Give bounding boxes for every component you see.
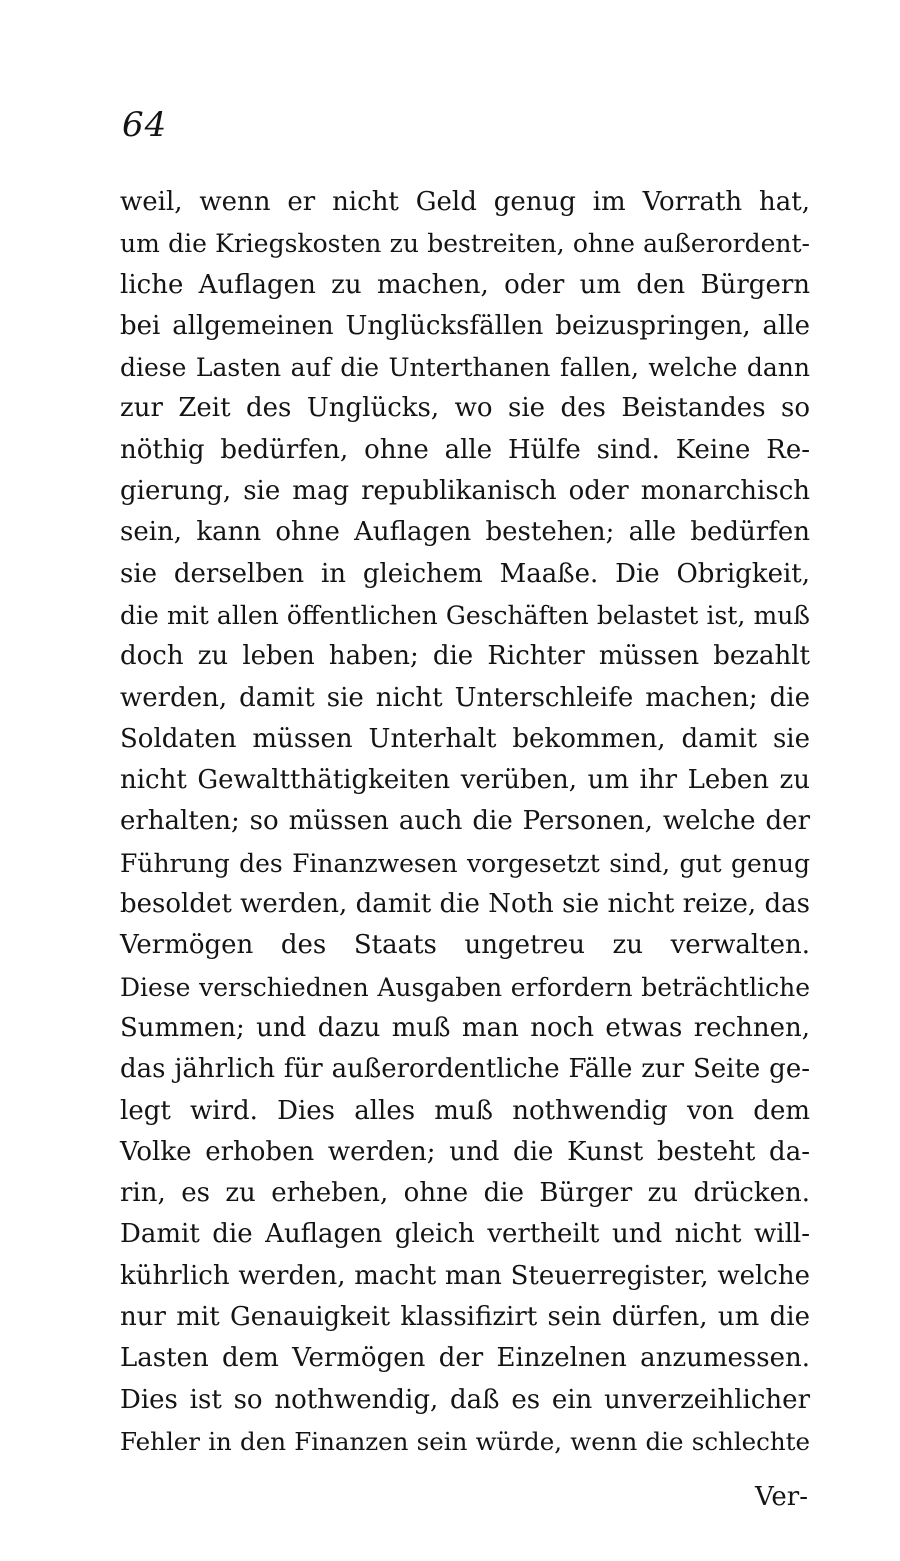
text-line: Diese verschiednen Ausgaben erfordern beträchtliche (120, 972, 810, 1002)
text-line: werden, damit sie nicht Unterschleife machen; die (120, 682, 810, 713)
text-line: Summen; und dazu muß man noch etwas rechnen, (120, 1012, 810, 1043)
text-line: nicht Gewaltthätigkeiten verüben, um ihr Leben zu (120, 765, 810, 796)
text-line: besoldet werden, damit die Noth sie nicht reize, das (120, 889, 810, 920)
text-line: diese Lasten auf die Unterthanen fallen, welche dann (120, 353, 810, 383)
text-line: Dies ist so nothwendig, daß es ein unverzeihlicher (120, 1384, 810, 1415)
text-line: gierung, sie mag republikanisch oder monarchisch (120, 476, 810, 507)
text-line: sein, kann ohne Auflagen bestehen; alle bedürfen (120, 517, 810, 548)
text-line: die mit allen öffentlichen Geschäften belastet ist, muß (120, 600, 810, 630)
text-line: Soldaten müssen Unterhalt bekommen, damit sie (120, 723, 810, 754)
text-line: das jährlich für außerordentliche Fälle zur Seite ge- (120, 1054, 810, 1085)
text-line: nöthig bedürfen, ohne alle Hülfe sind. Keine Re- (120, 434, 810, 465)
text-line: Damit die Auflagen gleich vertheilt und nicht will- (120, 1219, 810, 1250)
text-line: kührlich werden, macht man Steuerregister, welche (120, 1260, 810, 1291)
body-text (120, 182, 810, 1462)
text-line: bei allgemeinen Unglücksfällen beizuspringen, alle (120, 310, 810, 341)
text-line: rin, es zu erheben, ohne die Bürger zu drücken. (120, 1178, 810, 1209)
text-line: Führung des Finanzwesen vorgesetzt sind, gut genug (120, 848, 810, 878)
text-line: weil, wenn er nicht Geld genug im Vorrath hat, (120, 187, 810, 217)
text-line: Vermögen des Staats ungetreu zu verwalten. (120, 930, 810, 961)
text-line: legt wird. Dies alles muß nothwendig von dem (120, 1095, 810, 1126)
text-line: doch zu leben haben; die Richter müssen bezahlt (120, 641, 810, 672)
text-line: Fehler in den Finanzen sein würde, wenn die schlechte (120, 1426, 810, 1456)
text-line: Volke erhoben werden; und die Kunst besteht da- (120, 1136, 810, 1167)
page-number: 64 (122, 105, 168, 145)
catchword: Ver- (755, 1482, 808, 1512)
text-line: liche Auflagen zu machen, oder um den Bürgern (120, 269, 810, 300)
text-line: Lasten dem Vermögen der Einzelnen anzumessen. (120, 1343, 810, 1374)
text-line: zur Zeit des Unglücks, wo sie des Beistandes so (120, 393, 810, 424)
text-line: um die Kriegskosten zu bestreiten, ohne außerordent- (120, 229, 810, 259)
text-line: erhalten; so müssen auch die Personen, welche der (120, 806, 810, 837)
text-line: nur mit Genauigkeit klassifizirt sein dürfen, um die (120, 1302, 810, 1333)
text-line: sie derselben in gleichem Maaße. Die Obrigkeit, (120, 558, 810, 589)
